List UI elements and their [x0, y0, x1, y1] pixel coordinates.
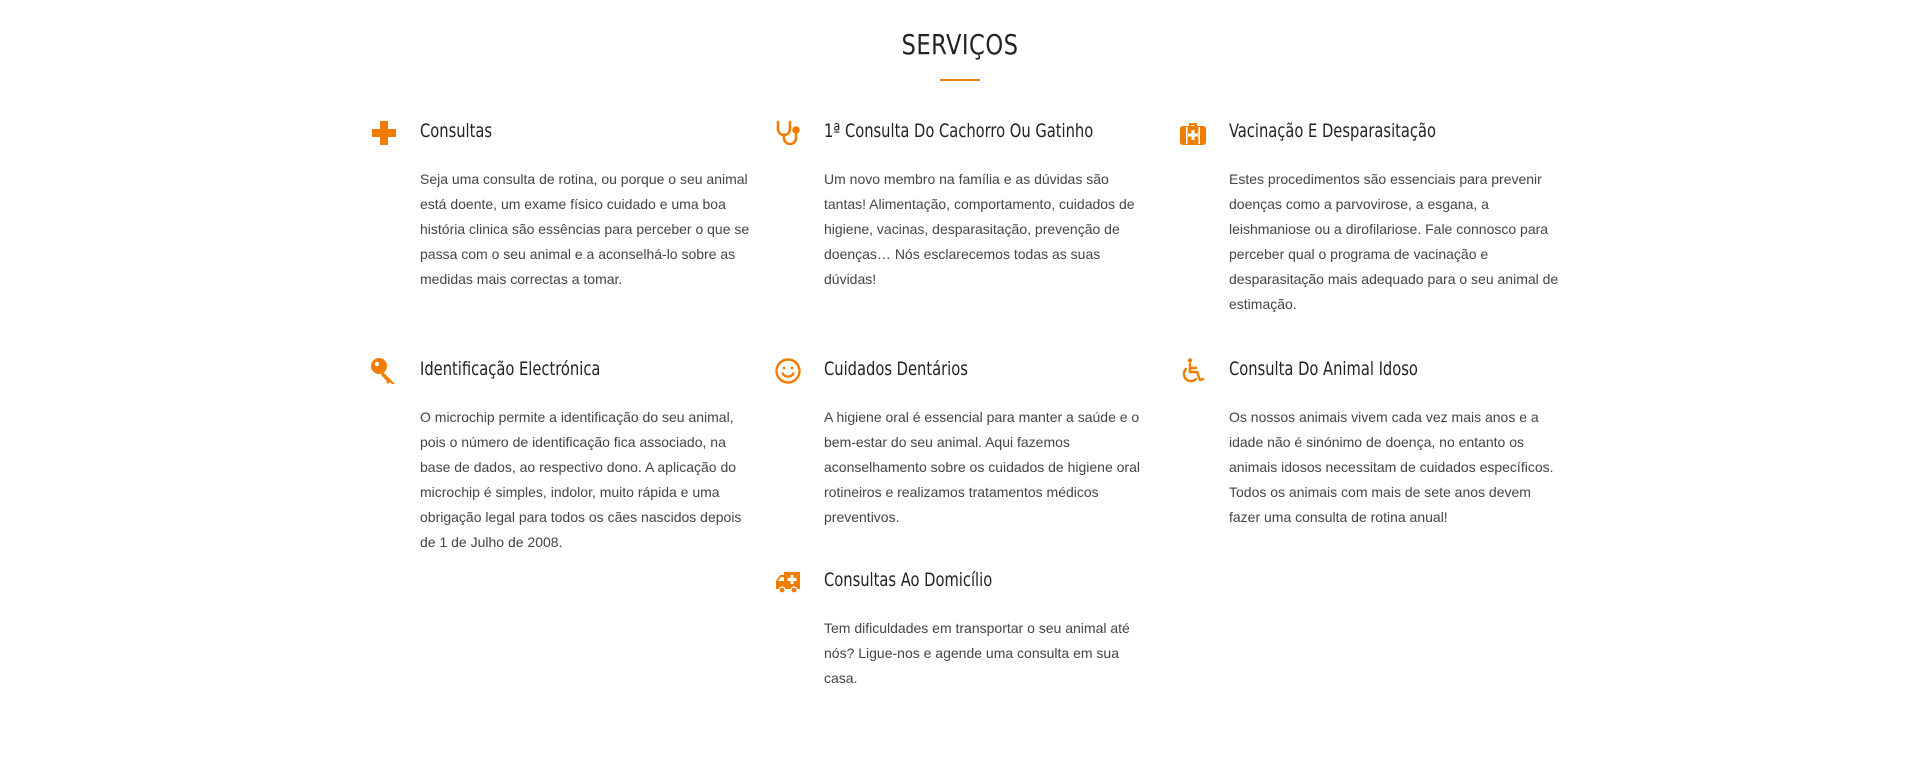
service-description: Os nossos animais vivem cada vez mais anos e a idade não é sinónimo de doença, no entanto os animais idosos necessitam de cuidados específicos. Todos os animais com mais de sete anos devem fazer uma consulta de rotina anual! — [1229, 409, 1554, 525]
title-underline — [940, 79, 980, 81]
service-description: Tem dificuldades em transportar o seu animal até nós? Ligue-nos e agende uma consulta em sua casa. — [824, 620, 1130, 686]
service-title: 1ª Consulta Do Cachorro Ou Gatinho — [824, 120, 1094, 142]
service-title: Vacinação E Desparasitação — [1229, 120, 1437, 142]
service-description: O microchip permite a identificação do seu animal, pois o número de identificação fica associado, na base de dados, ao respectivo dono. A aplicação do microchip é simples, indolor, muito rápida e uma obrigação legal para todos os cães nascidos depois de 1 de Julho de 2008. — [420, 409, 742, 550]
stethoscope-icon — [773, 118, 803, 148]
service-description: Um novo membro na família e as dúvidas são tantas! Alimentação, comportamento, cuidados de higiene, vacinas, desparasitação, prevenção de doenças… Nós esclarecemos todas as suas dúvidas! — [824, 171, 1135, 287]
service-title: Identificação Electrónica — [420, 358, 601, 380]
smile-icon — [773, 356, 803, 386]
section-title: SERVIÇOS — [901, 28, 1019, 61]
key-icon — [369, 356, 399, 386]
service-description: Seja uma consulta de rotina, ou porque o seu animal está doente, um exame físico cuidado e uma boa história clinica são essências para perceber o que se passa com o seu animal e a aconselhá-lo sobre as medidas mais correctas a tomar. — [420, 171, 750, 287]
ambulance-icon — [773, 567, 803, 597]
service-description: A higiene oral é essencial para manter a saúde e o bem-estar do seu animal. Aqui fazemos aconselhamento sobre os cuidados de higiene oral rotineiros e realizamos tratamentos médicos preventivos. — [824, 409, 1140, 525]
service-title: Consulta Do Animal Idoso — [1229, 358, 1418, 380]
service-description: Estes procedimentos são essenciais para prevenir doenças como a parvovirose, a esgana, a leishmaniose ou a dirofilariose. Fale connosco para perceber qual o programa de vacinação e desparasitação mais adequado para o seu animal de estimação. — [1229, 171, 1559, 312]
wheelchair-icon — [1178, 356, 1208, 386]
plus-icon — [369, 118, 399, 148]
service-title: Consultas — [420, 120, 493, 142]
service-title: Consultas Ao Domicílio — [824, 569, 993, 591]
service-title: Cuidados Dentários — [824, 358, 968, 380]
medkit-icon — [1178, 118, 1208, 148]
